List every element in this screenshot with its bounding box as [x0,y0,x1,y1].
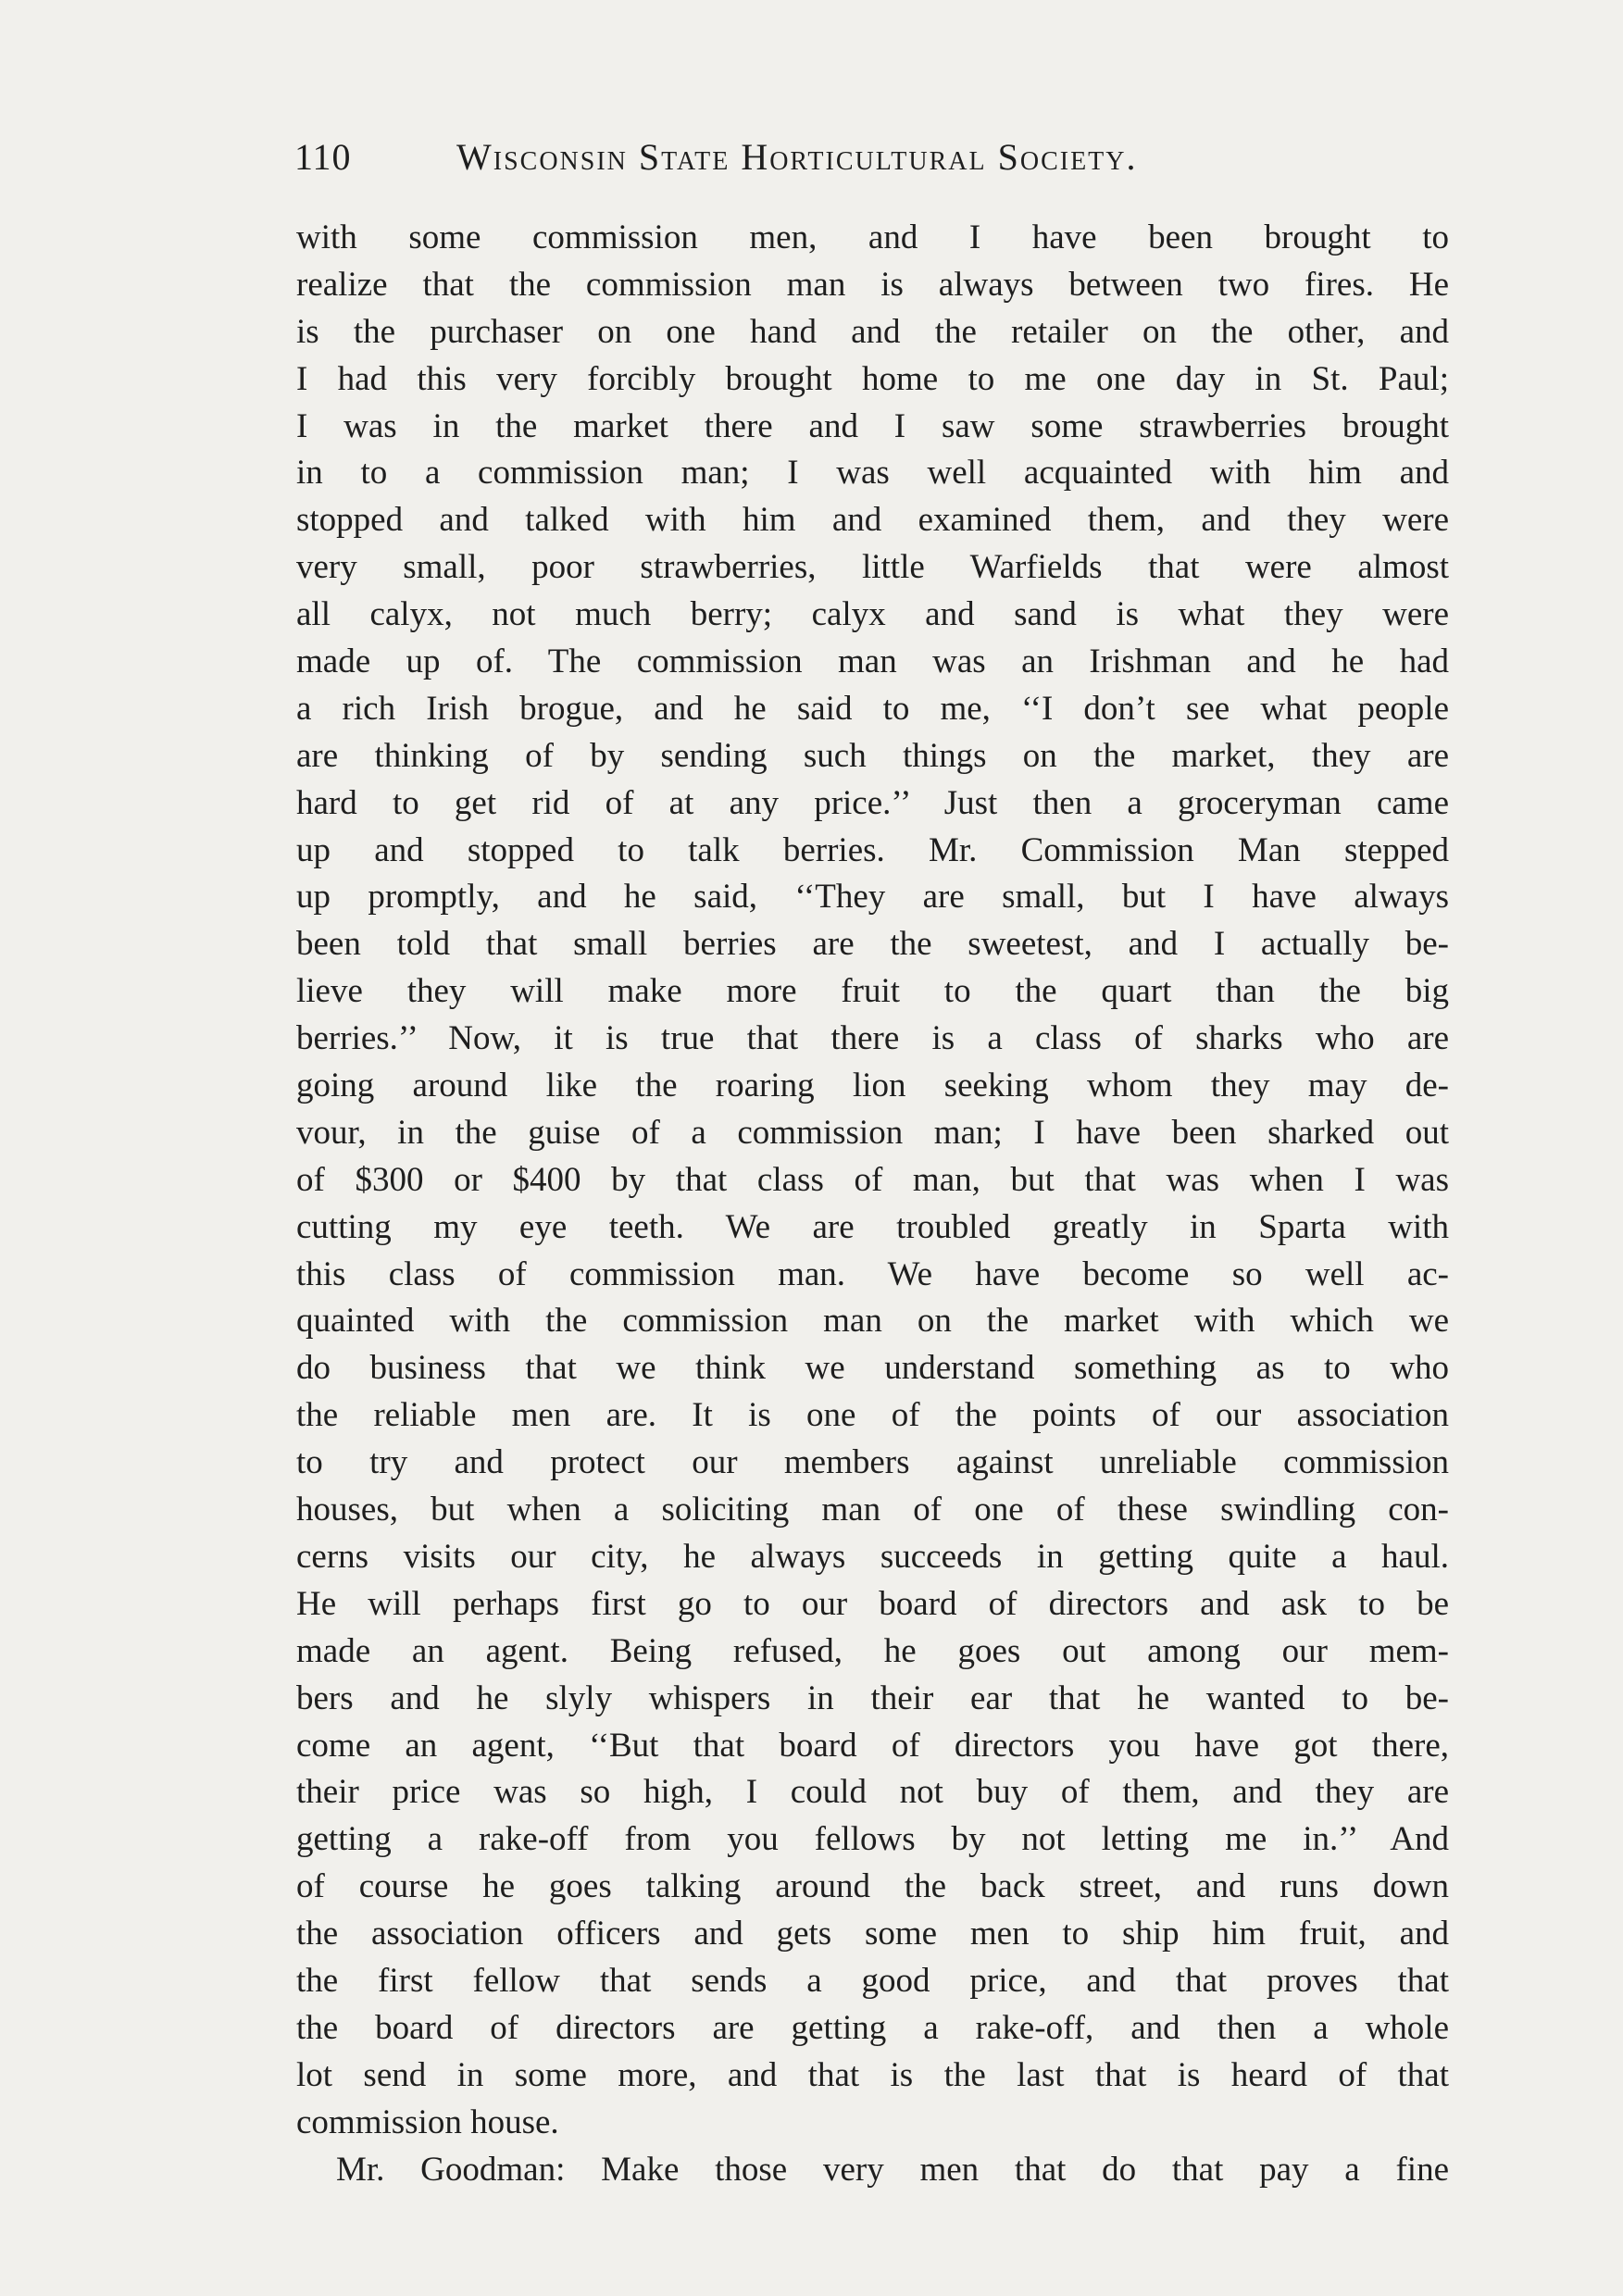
text-line: up and stopped to talk berries. Mr. Commission Man stepped [296,830,1449,869]
text-line: all calyx, not much berry; calyx and sand is what they were [296,595,1449,634]
text-line: berries.’’ Now, it is true that there is a class of sharks who are [296,1019,1449,1058]
text-line: Mr. Goodman: Make those very men that do that pay a fine [336,2150,1449,2189]
text-line: quainted with the commission man on the market with which we [296,1302,1449,1341]
text-line: going around like the roaring lion seeking whom they may de- [296,1067,1449,1105]
text-line: are thinking of by sending such things on the market, they are [296,736,1449,775]
page-number: 110 [294,136,352,178]
body-text [296,215,1449,2193]
text-line: very small, poor strawberries, little Warfields that were almost [296,548,1449,587]
text-line: getting a rake-off from you fellows by not letting me in.’’ And [296,1820,1449,1859]
text-line: made an agent. Being refused, he goes out among our mem- [296,1631,1449,1670]
text-line: come an agent, ‘‘But that board of directors you have got there, [296,1726,1449,1765]
text-line: to try and protect our members against unreliable commission [296,1443,1449,1482]
text-line: the first fellow that sends a good price, and that proves that [296,1961,1449,2000]
text-line: I was in the market there and I saw some strawberries brought [296,406,1449,445]
text-line: houses, but when a soliciting man of one of these swindling con- [296,1491,1449,1529]
text-line: up promptly, and he said, ‘‘They are small, but I have always [296,878,1449,917]
text-line: cutting my eye teeth. We are troubled greatly in Sparta with [296,1207,1449,1246]
text-line: cerns visits our city, he always succeeds in getting quite a haul. [296,1537,1449,1576]
text-line: this class of commission man. We have become so well ac- [296,1254,1449,1293]
text-line: been told that small berries are the sweetest, and I actually be- [296,925,1449,964]
text-line: stopped and talked with him and examined them, and they were [296,501,1449,540]
text-line: do business that we think we understand something as to who [296,1349,1449,1388]
text-line: with some commission men, and I have been brought to [296,218,1449,256]
text-line: the board of directors are getting a rake-off, and then a whole [296,2008,1449,2047]
text-line: He will perhaps first go to our board of directors and ask to be [296,1584,1449,1623]
text-line: lieve they will make more fruit to the quart than the big [296,972,1449,1011]
text-line: lot send in some more, and that is the last that is heard of that [296,2055,1449,2094]
text-line: in to a commission man; I was well acquainted with him and [296,454,1449,493]
text-line: hard to get rid of at any price.’’ Just then a groceryman came [296,783,1449,822]
running-title: Wisconsin State Horticultural Society. [456,136,1138,178]
text-line: commission house. [296,2103,559,2141]
text-line: of course he goes talking around the back street, and runs down [296,1867,1449,1906]
text-line: I had this very forcibly brought home to me one day in St. Paul; [296,359,1449,398]
text-line: made up of. The commission man was an Irishman and he had [296,643,1449,681]
text-line: the reliable men are. It is one of the points of our association [296,1396,1449,1435]
text-line: of $300 or $400 by that class of man, but that was when I was [296,1160,1449,1199]
text-line: a rich Irish brogue, and he said to me, ‘‘I don’t see what people [296,689,1449,728]
page-header [294,131,1452,183]
text-line: vour, in the guise of a commission man; I have been sharked out [296,1113,1449,1152]
text-line: bers and he slyly whispers in their ear that he wanted to be- [296,1678,1449,1717]
text-line: the association officers and gets some men to ship him fruit, and [296,1915,1449,1953]
text-line: is the purchaser on one hand and the retailer on the other, and [296,312,1449,351]
text-line: their price was so high, I could not buy of them, and they are [296,1773,1449,1812]
text-line: realize that the commission man is always between two fires. He [296,265,1449,304]
